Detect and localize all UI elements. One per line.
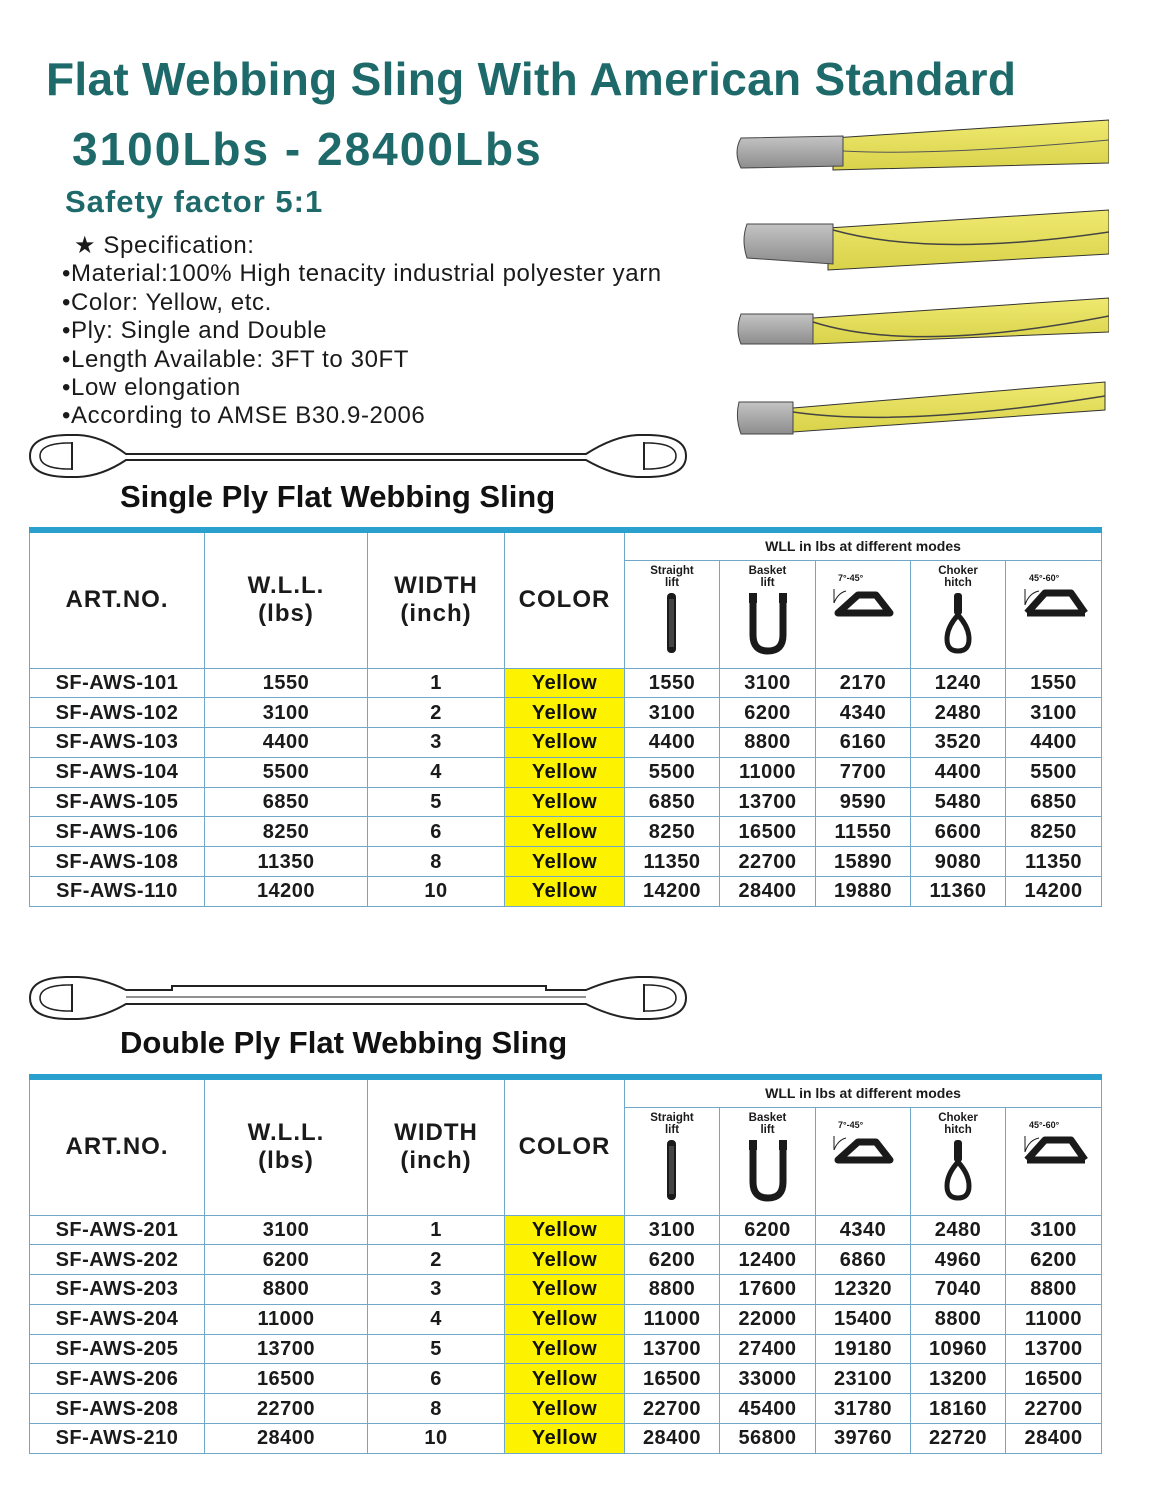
width-cell: 2 [368, 698, 505, 728]
mode-wll-cell: 11350 [1006, 847, 1102, 877]
width-cell: 4 [368, 1304, 505, 1334]
color-cell: Yellow [505, 1334, 625, 1364]
mode-wll-cell: 12320 [816, 1275, 911, 1305]
art-no-cell: SF-AWS-202 [30, 1245, 205, 1275]
mode-wll-cell: 1240 [911, 668, 1006, 698]
width-cell: 1 [368, 1215, 505, 1245]
width-cell: 1 [368, 668, 505, 698]
table-row [30, 757, 1102, 787]
mode-wll-cell: 1550 [1006, 668, 1102, 698]
table-row [30, 787, 1102, 817]
table-row [30, 817, 1102, 847]
mode-wll-cell: 3100 [625, 1215, 720, 1245]
mode-wll-cell: 4400 [911, 757, 1006, 787]
mode-wll-cell: 56800 [720, 1424, 816, 1454]
mode-wll-cell: 8800 [1006, 1275, 1102, 1305]
mode-label: Choker hitch [938, 1111, 978, 1136]
color-cell: Yellow [505, 757, 625, 787]
mode-wll-cell: 39760 [816, 1424, 911, 1454]
sling-product-photos [733, 118, 1109, 450]
width-cell: 5 [368, 1334, 505, 1364]
basket-angle-7-45-icon [816, 569, 910, 633]
width-cell: 3 [368, 728, 505, 758]
basket-angle-7-45-icon [816, 1116, 910, 1180]
svg-text:7°-45°: 7°-45° [838, 1119, 864, 1130]
svg-text:7°-45°: 7°-45° [838, 572, 864, 583]
mode-wll-cell: 31780 [816, 1394, 911, 1424]
mode-label: Straight lift [650, 564, 694, 589]
mode-wll-cell: 8250 [1006, 817, 1102, 847]
width-cell: 10 [368, 1424, 505, 1454]
mode-wll-cell: 18160 [911, 1394, 1006, 1424]
wll-cell: 4400 [205, 728, 368, 758]
mode-wll-cell: 13200 [911, 1364, 1006, 1394]
art-no-cell: SF-AWS-204 [30, 1304, 205, 1334]
basket-angle-45-60-icon [1006, 569, 1101, 633]
mode-wll-cell: 3520 [911, 728, 1006, 758]
header-art-no [30, 1077, 205, 1215]
sling-photo-2 [744, 210, 1109, 270]
sling-photo-4 [737, 382, 1105, 434]
width-cell: 6 [368, 1364, 505, 1394]
color-cell: Yellow [505, 1245, 625, 1275]
choker-hitch-icon [911, 591, 1005, 655]
wll-cell: 3100 [205, 1215, 368, 1245]
mode-wll-cell: 8800 [911, 1304, 1006, 1334]
mode-wll-cell: 19880 [816, 877, 911, 907]
straight-lift-icon [625, 1138, 719, 1202]
double-ply-table [29, 1074, 1102, 1454]
wll-cell: 28400 [205, 1424, 368, 1454]
mode-wll-cell: 6200 [720, 698, 816, 728]
mode-wll-cell: 17600 [720, 1275, 816, 1305]
header-wll-unit: (lbs) [258, 1147, 314, 1175]
mode-wll-cell: 6860 [816, 1245, 911, 1275]
header-wll-label: W.L.L. [247, 572, 325, 600]
header-width-unit: (inch) [400, 600, 472, 628]
single-ply-table [29, 527, 1102, 907]
header-width-unit: (inch) [400, 1147, 472, 1175]
spec-item: •Length Available: 3FT to 30FT [62, 345, 410, 373]
color-cell: Yellow [505, 1215, 625, 1245]
color-cell: Yellow [505, 1424, 625, 1454]
spec-item: •Material:100% High tenacity industrial polyester yarn [62, 260, 662, 288]
color-cell: Yellow [505, 847, 625, 877]
header-art-no-label: ART.NO. [65, 1133, 169, 1161]
mode-wll-cell: 10960 [911, 1334, 1006, 1364]
capacity-range: 3100Lbs - 28400Lbs [72, 123, 543, 175]
safety-factor: Safety factor 5:1 [65, 184, 324, 219]
mode-header-basket-angle-7-45 [816, 1107, 911, 1215]
mode-wll-cell: 22720 [911, 1424, 1006, 1454]
mode-wll-cell: 4960 [911, 1245, 1006, 1275]
table-row [30, 1334, 1102, 1364]
table-row [30, 1245, 1102, 1275]
basket-lift-icon [720, 591, 815, 655]
color-cell: Yellow [505, 877, 625, 907]
mode-wll-cell: 11350 [625, 847, 720, 877]
art-no-cell: SF-AWS-201 [30, 1215, 205, 1245]
spec-item: •Low elongation [62, 374, 241, 402]
table-header-row [30, 530, 1102, 560]
mode-wll-cell: 14200 [625, 877, 720, 907]
mode-wll-cell: 15890 [816, 847, 911, 877]
mode-wll-cell: 2480 [911, 1215, 1006, 1245]
header-wll-label: W.L.L. [247, 1119, 325, 1147]
mode-wll-cell: 19180 [816, 1334, 911, 1364]
mode-wll-cell: 28400 [720, 877, 816, 907]
header-art-no-label: ART.NO. [65, 586, 169, 614]
mode-wll-cell: 27400 [720, 1334, 816, 1364]
mode-wll-cell: 14200 [1006, 877, 1102, 907]
art-no-cell: SF-AWS-103 [30, 728, 205, 758]
spec-heading: ★ Specification: [74, 232, 255, 259]
mode-wll-cell: 12400 [720, 1245, 816, 1275]
color-cell: Yellow [505, 668, 625, 698]
color-cell: Yellow [505, 817, 625, 847]
table-header-row [30, 1077, 1102, 1107]
wll-cell: 11350 [205, 847, 368, 877]
art-no-cell: SF-AWS-106 [30, 817, 205, 847]
art-no-cell: SF-AWS-110 [30, 877, 205, 907]
width-cell: 4 [368, 757, 505, 787]
header-wll [205, 1077, 368, 1215]
mode-header-choker-hitch [911, 1107, 1006, 1215]
art-no-cell: SF-AWS-105 [30, 787, 205, 817]
table-row [30, 1364, 1102, 1394]
wll-cell: 13700 [205, 1334, 368, 1364]
table-row [30, 1215, 1102, 1245]
header-color [505, 1077, 625, 1215]
mode-wll-cell: 5500 [625, 757, 720, 787]
straight-lift-icon [625, 591, 719, 655]
mode-wll-cell: 3100 [1006, 698, 1102, 728]
mode-header-basket-lift [720, 560, 816, 668]
mode-wll-cell: 11360 [911, 877, 1006, 907]
mode-header-straight-lift [625, 1107, 720, 1215]
mode-wll-cell: 6600 [911, 817, 1006, 847]
wll-cell: 1550 [205, 668, 368, 698]
sling-photo-3 [738, 298, 1109, 344]
mode-wll-cell: 6160 [816, 728, 911, 758]
wll-cell: 16500 [205, 1364, 368, 1394]
mode-header-basket-angle-45-60 [1006, 560, 1102, 668]
mode-wll-cell: 3100 [625, 698, 720, 728]
header-width-label: WIDTH [394, 1119, 478, 1147]
wll-cell: 3100 [205, 698, 368, 728]
mode-wll-cell: 6850 [625, 787, 720, 817]
page-title: Flat Webbing Sling With American Standard [46, 53, 1017, 105]
art-no-cell: SF-AWS-108 [30, 847, 205, 877]
width-cell: 5 [368, 787, 505, 817]
header-width [368, 530, 505, 668]
table-row [30, 1424, 1102, 1454]
art-no-cell: SF-AWS-203 [30, 1275, 205, 1305]
mode-wll-cell: 28400 [625, 1424, 720, 1454]
header-wll-modes [625, 530, 1102, 560]
double-ply-sling-diagram [26, 972, 690, 1024]
mode-wll-cell: 33000 [720, 1364, 816, 1394]
art-no-cell: SF-AWS-104 [30, 757, 205, 787]
mode-wll-cell: 11000 [1006, 1304, 1102, 1334]
mode-label: Basket lift [748, 564, 787, 589]
mode-wll-cell: 7040 [911, 1275, 1006, 1305]
basket-lift-icon [720, 1138, 815, 1202]
mode-wll-cell: 22700 [625, 1394, 720, 1424]
header-wll-modes [625, 1077, 1102, 1107]
mode-wll-cell: 15400 [816, 1304, 911, 1334]
mode-wll-cell: 6200 [625, 1245, 720, 1275]
header-color-label: COLOR [518, 1133, 611, 1161]
mode-header-straight-lift [625, 560, 720, 668]
mode-wll-cell: 1550 [625, 668, 720, 698]
art-no-cell: SF-AWS-210 [30, 1424, 205, 1454]
width-cell: 3 [368, 1275, 505, 1305]
svg-text:45°-60°: 45°-60° [1028, 1119, 1059, 1130]
table-row [30, 1275, 1102, 1305]
mode-wll-cell: 16500 [720, 817, 816, 847]
mode-wll-cell: 6850 [1006, 787, 1102, 817]
art-no-cell: SF-AWS-206 [30, 1364, 205, 1394]
mode-wll-cell: 13700 [1006, 1334, 1102, 1364]
mode-wll-cell: 28400 [1006, 1424, 1102, 1454]
spec-item: •Color: Yellow, etc. [62, 288, 272, 316]
mode-wll-cell: 4340 [816, 698, 911, 728]
wll-cell: 6200 [205, 1245, 368, 1275]
width-cell: 2 [368, 1245, 505, 1275]
mode-wll-cell: 4400 [1006, 728, 1102, 758]
single-ply-table-body [30, 530, 1102, 906]
double-ply-title: Double Ply Flat Webbing Sling [120, 1025, 568, 1060]
header-wll [205, 530, 368, 668]
wll-cell: 6850 [205, 787, 368, 817]
header-width-label: WIDTH [394, 572, 478, 600]
mode-wll-cell: 16500 [625, 1364, 720, 1394]
sling-photo-1 [737, 120, 1109, 170]
mode-wll-cell: 11000 [625, 1304, 720, 1334]
double-ply-table-body [30, 1077, 1102, 1453]
mode-wll-cell: 9590 [816, 787, 911, 817]
spec-item: •According to AMSE B30.9-2006 [62, 402, 426, 430]
mode-wll-cell: 8800 [720, 728, 816, 758]
mode-wll-cell: 8800 [625, 1275, 720, 1305]
mode-wll-cell: 2170 [816, 668, 911, 698]
mode-wll-cell: 16500 [1006, 1364, 1102, 1394]
header-wll-modes-label: WLL in lbs at different modes [765, 1085, 961, 1102]
color-cell: Yellow [505, 787, 625, 817]
mode-wll-cell: 4340 [816, 1215, 911, 1245]
wll-cell: 22700 [205, 1394, 368, 1424]
art-no-cell: SF-AWS-208 [30, 1394, 205, 1424]
art-no-cell: SF-AWS-205 [30, 1334, 205, 1364]
mode-wll-cell: 6200 [1006, 1245, 1102, 1275]
header-wll-modes-label: WLL in lbs at different modes [765, 538, 961, 555]
color-cell: Yellow [505, 698, 625, 728]
table-row [30, 1304, 1102, 1334]
header-art-no [30, 530, 205, 668]
table-row [30, 877, 1102, 907]
wll-cell: 11000 [205, 1304, 368, 1334]
single-ply-sling-diagram [26, 430, 690, 482]
mode-wll-cell: 7700 [816, 757, 911, 787]
wll-cell: 14200 [205, 877, 368, 907]
mode-label: Choker hitch [938, 564, 978, 589]
color-cell: Yellow [505, 1275, 625, 1305]
width-cell: 8 [368, 1394, 505, 1424]
table-row [30, 728, 1102, 758]
header-wll-unit: (lbs) [258, 600, 314, 628]
mode-wll-cell: 13700 [625, 1334, 720, 1364]
mode-wll-cell: 5500 [1006, 757, 1102, 787]
color-cell: Yellow [505, 728, 625, 758]
mode-wll-cell: 22700 [1006, 1394, 1102, 1424]
width-cell: 6 [368, 817, 505, 847]
mode-wll-cell: 45400 [720, 1394, 816, 1424]
table-row [30, 847, 1102, 877]
basket-angle-45-60-icon [1006, 1116, 1101, 1180]
mode-wll-cell: 8250 [625, 817, 720, 847]
art-no-cell: SF-AWS-101 [30, 668, 205, 698]
wll-cell: 8250 [205, 817, 368, 847]
mode-header-basket-lift [720, 1107, 816, 1215]
mode-wll-cell: 23100 [816, 1364, 911, 1394]
header-color [505, 530, 625, 668]
table-row [30, 1394, 1102, 1424]
specification-list [62, 232, 662, 431]
width-cell: 10 [368, 877, 505, 907]
width-cell: 8 [368, 847, 505, 877]
color-cell: Yellow [505, 1394, 625, 1424]
mode-label: Basket lift [748, 1111, 787, 1136]
table-row [30, 698, 1102, 728]
wll-cell: 8800 [205, 1275, 368, 1305]
mode-wll-cell: 22700 [720, 847, 816, 877]
mode-header-basket-angle-45-60 [1006, 1107, 1102, 1215]
art-no-cell: SF-AWS-102 [30, 698, 205, 728]
choker-hitch-icon [911, 1138, 1005, 1202]
mode-wll-cell: 11550 [816, 817, 911, 847]
mode-wll-cell: 9080 [911, 847, 1006, 877]
spec-item: •Ply: Single and Double [62, 317, 328, 345]
wll-cell: 5500 [205, 757, 368, 787]
table-row [30, 668, 1102, 698]
mode-wll-cell: 11000 [720, 757, 816, 787]
mode-wll-cell: 22000 [720, 1304, 816, 1334]
mode-label: Straight lift [650, 1111, 694, 1136]
header-color-label: COLOR [518, 586, 611, 614]
mode-wll-cell: 3100 [1006, 1215, 1102, 1245]
mode-header-basket-angle-7-45 [816, 560, 911, 668]
color-cell: Yellow [505, 1304, 625, 1334]
mode-wll-cell: 2480 [911, 698, 1006, 728]
mode-wll-cell: 13700 [720, 787, 816, 817]
mode-header-choker-hitch [911, 560, 1006, 668]
header-width [368, 1077, 505, 1215]
color-cell: Yellow [505, 1364, 625, 1394]
svg-text:45°-60°: 45°-60° [1028, 572, 1059, 583]
mode-wll-cell: 6200 [720, 1215, 816, 1245]
mode-wll-cell: 3100 [720, 668, 816, 698]
mode-wll-cell: 5480 [911, 787, 1006, 817]
single-ply-title: Single Ply Flat Webbing Sling [120, 479, 556, 514]
mode-wll-cell: 4400 [625, 728, 720, 758]
